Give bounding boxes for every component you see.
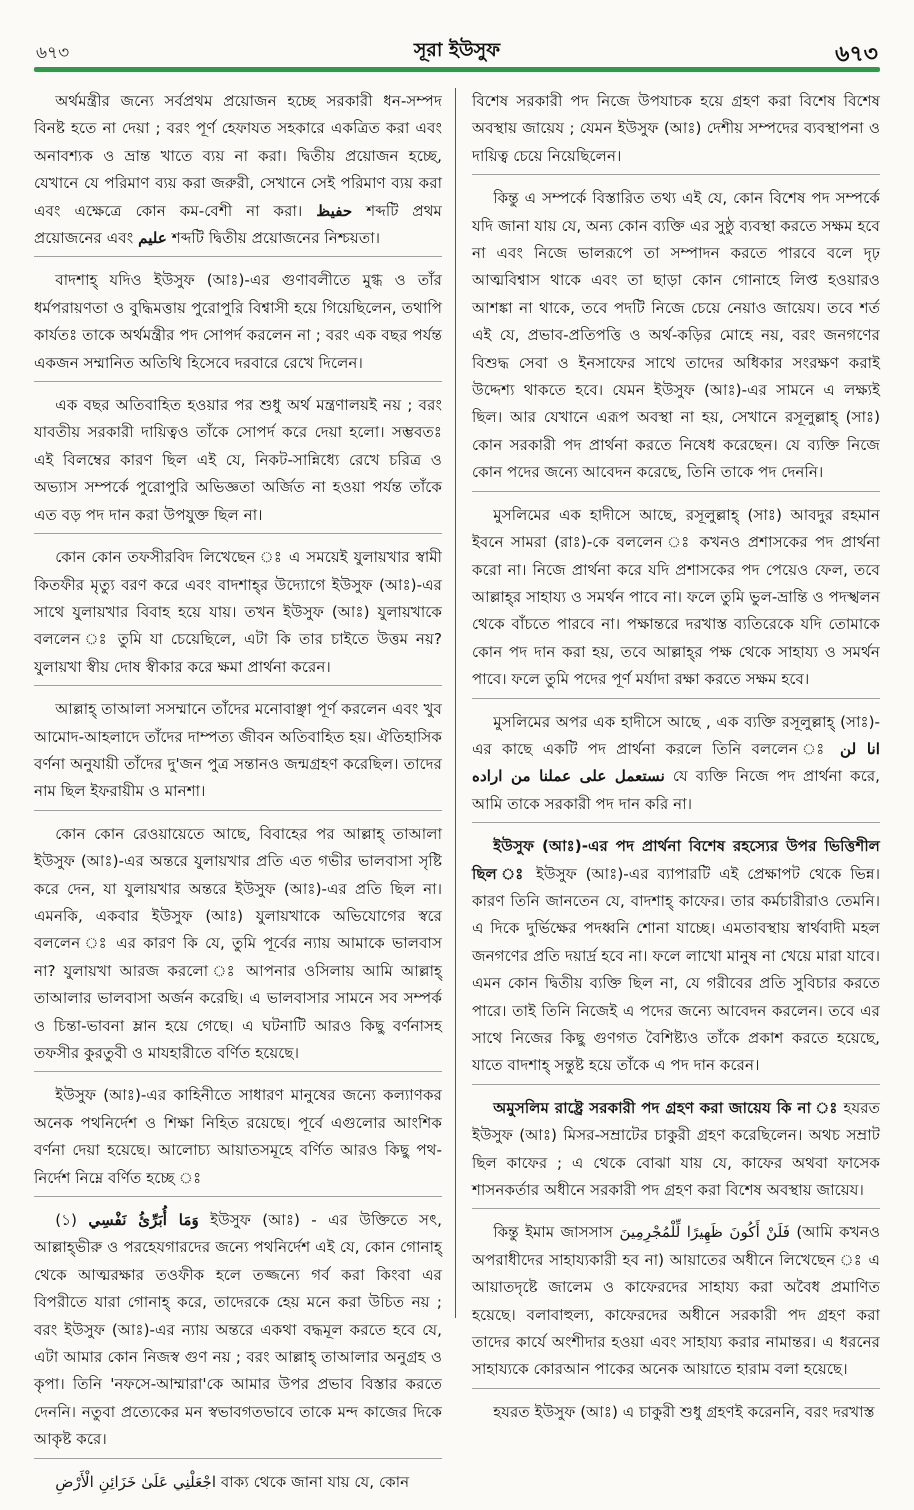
- column-divider: [455, 88, 456, 1318]
- paragraph: ইউসুফ (আঃ)-এর পদ প্রার্থনা বিশেষ রহস্যের উপর ভিত্তিশীল ছিল ঃ ইউসুফ (আঃ)-এর ব্যাপারটি এই প্রেক্ষাপট থেকে ভিন্ন। কারণ তিনি জানতেন যে, বাদশাহ্‌ কাফের। তার কর্মচারীরাও তেমনি। এ দিকে দুর্ভিক্ষের পদধ্বনি শোনা যাচ্ছে। এমতাবস্থায় স্বার্থবাদী মহল জনগণের প্রতি দয়ার্দ্র হবে না। ফলে লাখো মানুষ না খেয়ে মারা যাবে। এমন কোন দ্বিতীয় ব্যক্তি ছিল না, যে গরীবের প্রতি সুবিচার করতে পারে। তাই তিনি নিজেই এ পদের জন্যে আবেদন করলেন। তবে এর সাথে নিজের কিছু গুণগত বৈশিষ্ট্যও তাঁকে প্রকাশ করতে হয়েছে, যাতে বাদশাহ্‌ সন্তুষ্ট হয়ে তাঁকে এ পদ দান করেন।: [472, 833, 880, 1085]
- arabic-term: حفيظ: [316, 201, 353, 220]
- paragraph: অমুসলিম রাষ্ট্রে সরকারী পদ গ্রহণ করা জায়েয কি না ঃ হযরত ইউসুফ (আঃ) মিসর-সম্রাটের চাকুরী গ্রহণ করেছিলেন। অথচ সম্রাট ছিল কাফের ; এ থেকে বোঝা যায় যে, কাফের অথবা ফাসেক শাসনকর্তার অধীনে সরকারী পদ গ্রহণ করা বিশেষ অবস্থায় জায়েয।: [472, 1095, 880, 1210]
- paragraph: আল্লাহ্‌ তাআলা সসম্মানে তাঁদের মনোবাঞ্ছা পূর্ণ করলেন এবং খুব আমোদ-আহলাদে তাঁদের দাম্পত্য জীবন অতিবাহিত হয়। ঐতিহাসিক বর্ণনা অনুযায়ী তাঁদের দু'জন পুত্র সন্তানও জন্মগ্রহণ করেছিল। তাদের নাম ছিল ইফরায়ীম ও মানশা।: [34, 696, 442, 811]
- paragraph: এক বছর অতিবাহিত হওয়ার পর শুধু অর্থ মন্ত্রণালয়ই নয় ; বরং যাবতীয় সরকারী দায়িত্বও তাঁকে সোপর্দ করে দেয়া হলো। সম্ভবতঃ এই বিলম্বের কারণ ছিল এই যে, নিকট-সান্নিধ্যে রেখে চরিত্র ও অভ্যাস সম্পর্কে পুরোপুরি অভিজ্ঞতা অর্জিত না হওয়া পর্যন্ত তাঁকে এত বড় পদ দান করা উপযুক্ত ছিল না।: [34, 392, 442, 534]
- paragraph: اجْعَلْنِي عَلَىٰ خَزَائِنِ الْأَرْضِ বাক্য থেকে জানা যায় যে, কোন: [55, 1472, 410, 1491]
- paragraph: (১) وَمَا أُبَرِّئُ نَفْسِي ইউসুফ (আঃ) - এর উক্তিতে সৎ, আল্লাহ্‌ভীরু ও পরহেযগারদের জন্যে পথনির্দেশ এই যে, কোন গোনাহ্‌ থেকে আত্মরক্ষার তওফীক হলে তজ্জন্যে গর্ব করা কিংবা এর বিপরীতে যারা গোনাহ্‌ করে, তাদেরকে হেয় মনে করা উচিত নয় ; বরং ইউসুফ (আঃ)-এর ন্যায় অন্তরে একথা বদ্ধমূল করতে হবে যে, এটা আমার কোন নিজস্ব গুণ নয় ; বরং আল্লাহ্‌ তাআলার অনুগ্রহ ও কৃপা। তিনি 'নফসে-আম্মারা'কে আমার উপর প্রভাব বিস্তার করতে দেননি। নতুবা প্রত্যেকের মন স্বভাবগতভাবে তাকে মন্দ কাজের দিকে আকৃষ্ট করে।: [34, 1207, 442, 1459]
- paragraph: হযরত ইউসুফ (আঃ) এ চাকুরী শুধু গ্রহণই করেননি, বরং দরখাস্ত: [493, 1402, 875, 1421]
- paragraph: অর্থমন্ত্রীর জন্যে সর্বপ্রথম প্রয়োজন হচ্ছে সরকারী ধন-সম্পদ বিনষ্ট হতে না দেয়া ; বরং পূর্ণ হেফাযত সহকারে একত্রিত করা এবং অনাবশ্যক ও ভ্রান্ত খাতে ব্যয় না করা। দ্বিতীয় প্রয়োজন হচ্ছে, যেখানে যে পরিমাণ ব্যয় করা জরুরী, সেখানে সেই পরিমাণ ব্যয় করা এবং এক্ষেত্রে কোন কম-বেশী না করা। حفيظ শব্দটি প্রথম প্রয়োজনের এবং عليم শব্দটি দ্বিতীয় প্রয়োজনের নিশ্চয়তা।: [34, 88, 442, 257]
- running-title: সূরা ইউসুফ: [413, 39, 501, 61]
- paragraph: মুসলিমের অপর এক হাদীসে আছে , এক ব্যক্তি রসূলুল্লাহ্‌ (সাঃ)-এর কাছে একটি পদ প্রার্থনা করলে তিনি বললেন ঃ انا لن نستعمل على عملنا من اراده যে ব্যক্তি নিজে পদ প্রার্থনা করে, আমি তাকে সরকারী পদ দান করি না।: [472, 709, 880, 824]
- arabic-hadith: انا لن نستعمل على عملنا من اراده: [472, 739, 881, 786]
- arabic-verse: فَلَنْ أَكُونَ ظَهِيرًا لِّلْمُجْرِمِينَ: [619, 1223, 791, 1242]
- arabic-verse: اجْعَلْنِي عَلَىٰ خَزَائِنِ الْأَرْضِ: [55, 1472, 217, 1491]
- arabic-verse: وَمَا أُبَرِّئُ نَفْسِي: [88, 1211, 199, 1230]
- left-column: [34, 88, 442, 1510]
- right-column: [472, 88, 880, 1440]
- paragraph: বিশেষ সরকারী পদ নিজে উপযাচক হয়ে গ্রহণ করা বিশেষ বিশেষ অবস্থায় জায়েয ; যেমন ইউসুফ (আঃ) দেশীয় সম্পদের ব্যবস্থাপনা ও দায়িত্ব চেয়ে নিয়েছিলেন।: [472, 88, 880, 175]
- page-number-left: ৬৭৩: [36, 43, 70, 63]
- paragraph: কিন্তু ইমাম জাসসাস فَلَنْ أَكُونَ ظَهِيرًا لِّلْمُجْرِمِينَ (আমি কখনও অপরাধীদের সাহায্যকারী হব না) আয়াতের অধীনে লিখেছেন ঃ এ আয়াতদৃষ্টে জালেম ও কাফেরদের সাহায্য করা অবৈধ প্রমাণিত হয়েছে। বলাবাহুল্য, কাফেরদের অধীনে সরকারী পদ গ্রহণ করা তাদের কার্যে অংশীদার হওয়া এবং সাহায্য করার নামান্তর। এ ধরনের সাহায্যকে কোরআন পাকের অনেক আয়াতে হারাম বলা হয়েছে।: [472, 1219, 880, 1388]
- section-heading: অমুসলিম রাষ্ট্রে সরকারী পদ গ্রহণ করা জায়েয কি না ঃ: [493, 1098, 839, 1117]
- header-rule: [34, 67, 880, 72]
- paragraph: কোন কোন রেওয়ায়েতে আছে, বিবাহের পর আল্লাহ্‌ তাআলা ইউসুফ (আঃ)-এর অন্তরে যুলায়খার প্রতি এত গভীর ভালবাসা সৃষ্টি করে দেন, যা যুলায়খার অন্তরে ইউসুফ (আঃ)-এর প্রতি ছিল না। এমনকি, একবার ইউসুফ (আঃ) যুলায়খাকে অভিযোগের স্বরে বললেন ঃ এর কারণ কি যে, তুমি পূর্বের ন্যায় আমাকে ভালবাস না? যুলায়খা আরজ করলো ঃ আপনার ওসিলায় আমি আল্লাহ্‌ তাআলার ভালবাসা অর্জন করেছি। এ ভালবাসার সামনে সব সম্পর্ক ও চিন্তা-ভাবনা ম্লান হয়ে গেছে। এ ঘটনাটি আরও কিছু বর্ণনাসহ তফসীর কুরতুবী ও মাযহারীতে বর্ণিত হয়েছে।: [34, 821, 442, 1073]
- paragraph: ইউসুফ (আঃ)-এর কাহিনীতে সাধারণ মানুষের জন্যে কল্যাণকর অনেক পথনির্দেশ ও শিক্ষা নিহিত রয়েছে। পূর্বে এগুলোর আংশিক বর্ণনা দেয়া হয়েছে। আলোচ্য আয়াতসমূহে বর্ণিত আরও কিছু পথ-নির্দেশ নিম্নে বর্ণিত হচ্ছে ঃ: [34, 1082, 442, 1197]
- paragraph: বাদশাহ্‌ যদিও ইউসুফ (আঃ)-এর গুণাবলীতে মুগ্ধ ও তাঁর ধর্মপরায়ণতা ও বুদ্ধিমত্তায় পুরোপুরি বিশ্বাসী হয়ে গিয়েছিলেন, তথাপি কার্যতঃ তাকে অর্থমন্ত্রীর পদ সোপর্দ করলেন না ; বরং এক বছর পর্যন্ত একজন সম্মানিত অতিথি হিসেবে দরবারে রেখে দিলেন।: [34, 267, 442, 382]
- arabic-term: عليم: [138, 229, 167, 248]
- page-number-right: ৬৭৩: [835, 42, 878, 67]
- paragraph: মুসলিমের এক হাদীসে আছে, রসূলুল্লাহ্‌ (সাঃ) আবদুর রহমান ইবনে সামরা (রাঃ)-কে বললেন ঃ কখনও প্রশাসকের পদ প্রার্থনা করো না। নিজে প্রার্থনা করে যদি প্রশাসকের পদ পেয়েও ফেল, তবে আল্লাহ্‌র সাহায্য ও সমর্থন পাবে না। ফলে তুমি ভুল-ভ্রান্তি ও পদস্খলন থেকে বাঁচতে পারবে না। পক্ষান্তরে দরখাস্ত ব্যতিরেকে যদি তোমাকে কোন পদ দান করা হয়, তবে আল্লাহ্‌র পক্ষ থেকে সাহায্য ও সমর্থন পাবে। ফলে তুমি পদের পূর্ণ মর্যাদা রক্ষা করতে সক্ষম হবে।: [472, 502, 880, 699]
- page-header: [0, 0, 914, 66]
- section-heading: ইউসুফ (আঃ)-এর পদ প্রার্থনা বিশেষ রহস্যের উপর ভিত্তিশীল ছিল ঃ: [472, 837, 880, 883]
- paragraph: কোন কোন তফসীরবিদ লিখেছেন ঃ এ সময়েই যুলায়খার স্বামী কিতফীর মৃত্যু বরণ করে এবং বাদশাহ্‌র উদ্যোগে ইউসুফ (আঃ)-এর সাথে যুলায়খার বিবাহ হয়ে যায়। তখন ইউসুফ (আঃ) যুলায়খাকে বললেন ঃ তুমি যা চেয়েছিলে, এটা কি তার চাইতে উত্তম নয়? যুলায়খা স্বীয় দোষ স্বীকার করে ক্ষমা প্রার্থনা করেন।: [34, 544, 442, 686]
- paragraph: কিন্তু এ সম্পর্কে বিস্তারিত তথ্য এই যে, কোন বিশেষ পদ সম্পর্কে যদি জানা যায় যে, অন্য কোন ব্যক্তি এর সুষ্ঠু ব্যবস্থা করতে সক্ষম হবে না এবং নিজে ভালরূপে তা সম্পাদন করতে পারবে বলে দৃঢ় আত্মবিশ্বাস থাকে এবং তা ছাড়া কোন গোনাহে লিপ্ত হওয়ারও আশঙ্কা না থাকে, তবে পদটি নিজে চেয়ে নেয়াও জায়েয। তবে শর্ত এই যে, প্রভাব-প্রতিপত্তি ও অর্থ-কড়ির মোহে নয়, বরং জনগণের বিশুদ্ধ সেবা ও ইনসাফের সাথে তাদের অধিকার সংরক্ষণ করাই উদ্দেশ্য থাকতে হবে। যেমন ইউসুফ (আঃ)-এর সামনে এ লক্ষ্যই ছিল। আর যেখানে এরূপ অবস্থা না হয়, সেখানে রসূলুল্লাহ্‌ (সাঃ) কোন সরকারী পদ প্রার্থনা করতে নিষেধ করেছেন। যে ব্যক্তি নিজে কোন পদের জন্যে আবেদন করেছে, তিনি তাকে পদ দেননি।: [472, 185, 880, 491]
